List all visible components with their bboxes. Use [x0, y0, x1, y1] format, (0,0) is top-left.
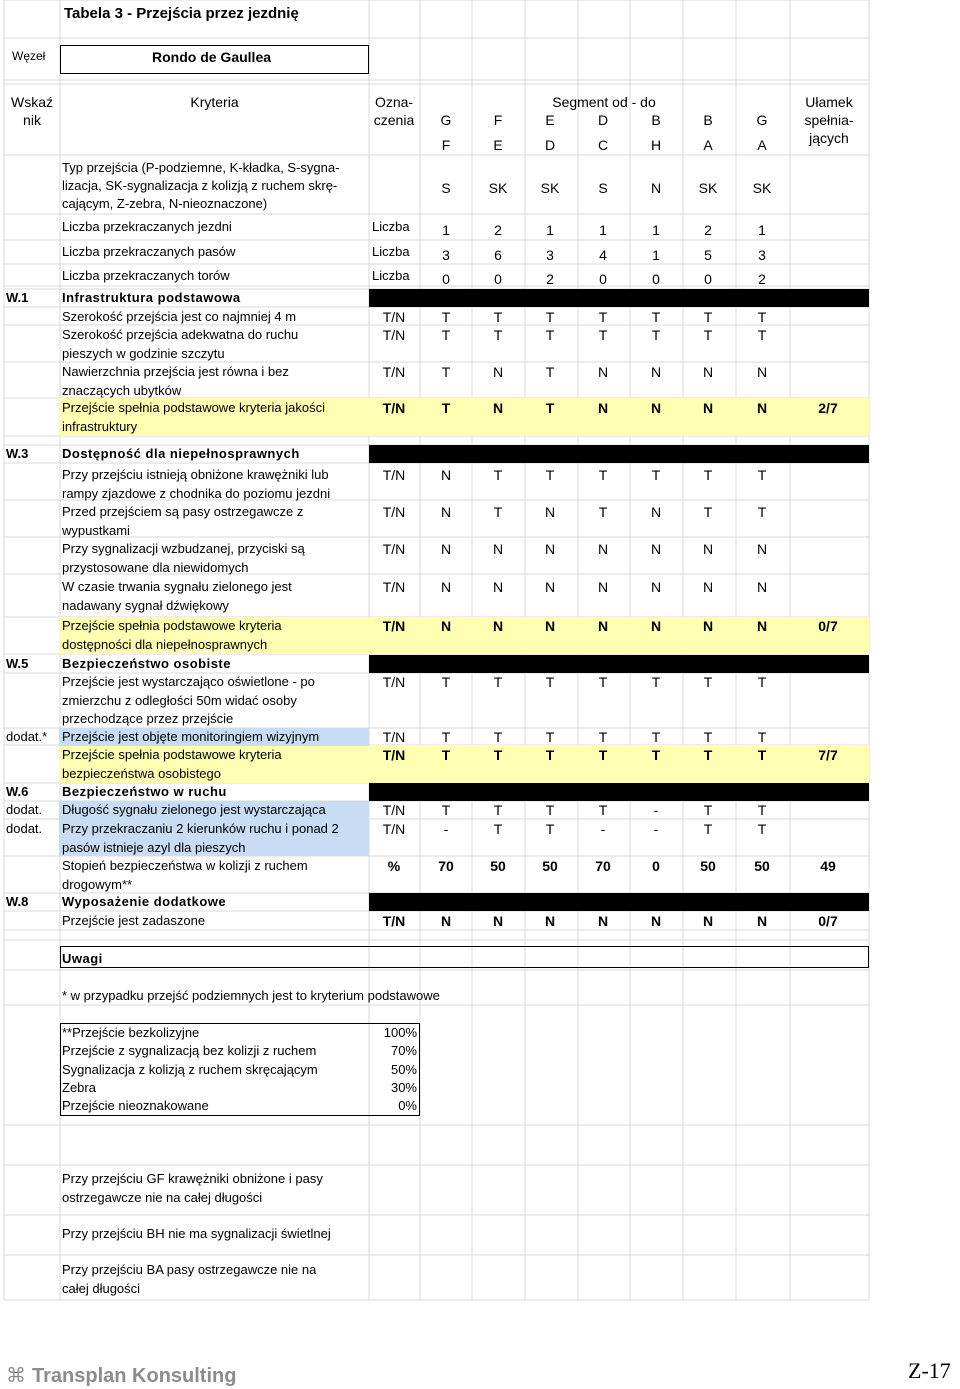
count-value-1-1: 6 — [494, 247, 502, 263]
row-value-w3_r3-3: N — [597, 541, 609, 557]
extra-note-2-0: Przy przejściu BA pasy ostrzegawcze nie na — [62, 1262, 317, 1277]
count-mark-2: Liczba — [372, 268, 410, 283]
row-label-w6_r3-1: drogowym** — [62, 876, 133, 892]
row-label-w3_sum-0: Przejście spełnia podstawowe kryteria — [62, 618, 282, 633]
row-value-w3_r1-1: T — [493, 467, 503, 483]
row-mark-w3_r2: T/N — [382, 504, 406, 520]
row-value-w8_r1-6: N — [756, 913, 768, 929]
segment-to-1: E — [493, 137, 503, 153]
segment-from-4: B — [651, 112, 661, 128]
row-value-w1_sum-4: N — [650, 400, 662, 416]
row-value-w6_r3-3: 70 — [595, 858, 611, 874]
row-value-w1_r3-4: N — [650, 364, 662, 380]
row-value-w6_r1-2: T — [545, 802, 555, 818]
row-value-w6_r1-6: T — [757, 802, 767, 818]
extra-note-0-0: Przy przejściu GF krawężniki obniżone i pasy — [62, 1171, 323, 1186]
row-value-w1_r2-5: T — [703, 327, 713, 343]
row-value-w3_r3-4: N — [650, 541, 662, 557]
row-value-w1_r1-1: T — [493, 309, 503, 325]
row-value-w5_sum-2: T — [545, 747, 555, 763]
col-segment: Segment od - do — [552, 94, 656, 110]
row-label-w3_r3-1: przystosowane dla niewidomych — [62, 559, 249, 575]
row-label-w1_sum-0: Przejście spełnia podstawowe kryteria jakości — [62, 400, 326, 415]
row-value-w1_r3-0: T — [441, 364, 451, 380]
segment-from-0: G — [440, 112, 452, 128]
section-code-w1: W.1 — [6, 290, 29, 305]
row-value-w8_r1-5: N — [702, 913, 714, 929]
count-value-2-0: 0 — [442, 271, 450, 287]
row-value-w6_r2-2: T — [545, 821, 555, 837]
count-value-2-6: 2 — [758, 271, 766, 287]
row-value-w1_sum-2: T — [545, 400, 555, 416]
row-label-w6_r1-0: Długość sygnału zielonego jest wystarczająca — [62, 802, 326, 817]
company-name: Transplan Konsulting — [32, 1365, 237, 1387]
row-value-w6_r3-1: 50 — [490, 858, 506, 874]
row-value-w3_sum-1: N — [492, 618, 504, 634]
row-value-w3_sum-3: N — [597, 618, 609, 634]
row-value-w3_r1-0: N — [440, 467, 452, 483]
weight-label-4: Przejście nieoznakowane — [62, 1098, 209, 1114]
row-value-w1_r3-1: N — [492, 364, 504, 380]
row-value-w6_r3-5: 50 — [700, 858, 716, 874]
notes-title: Uwagi — [62, 951, 103, 966]
segment-to-3: C — [597, 137, 609, 153]
row-value-w3_r4-0: N — [440, 579, 452, 595]
row-value-w3_r1-3: T — [598, 467, 608, 483]
row-value-w3_r1-6: T — [757, 467, 767, 483]
segment-to-4: H — [650, 137, 662, 153]
row-value-w1_r1-5: T — [703, 309, 713, 325]
row-mark-w8_r1: T/N — [382, 913, 406, 929]
row-label-w3_r4-0: W czasie trwania sygnału zielonego jest — [62, 579, 292, 594]
row-value-w1_r2-4: T — [651, 327, 661, 343]
col-criteria: Kryteria — [190, 94, 239, 110]
row-label-w3_r2-1: wypustkami — [62, 522, 130, 538]
row-value-w6_r2-0: - — [443, 821, 449, 837]
row-value-w3_r4-5: N — [702, 579, 714, 595]
count-value-2-5: 0 — [704, 271, 712, 287]
row-value-w3_r3-0: N — [440, 541, 452, 557]
segment-to-0: F — [441, 137, 451, 153]
row-value-w1_r2-1: T — [493, 327, 503, 343]
row-value-w3_r1-5: T — [703, 467, 713, 483]
row-value-w5_r1-3: T — [598, 674, 608, 690]
section-code-w6: W.6 — [6, 784, 29, 799]
row-label-w5_sum-1: bezpieczeństwa osobistego — [62, 765, 221, 781]
row-value-w3_r1-4: T — [651, 467, 661, 483]
extra-note-0-1: ostrzegawcze nie na całej długości — [62, 1190, 263, 1205]
weight-label-2: Sygnalizacja z kolizją z ruchem skręcającym — [62, 1061, 318, 1077]
segment-to-2: D — [544, 137, 556, 153]
row-mark-w1_r1: T/N — [382, 309, 406, 325]
row-value-w5_r1-6: T — [757, 674, 767, 690]
col-indicator-2: nik — [23, 112, 41, 128]
segment-from-6: G — [756, 112, 768, 128]
row-fraction-w1_sum: 2/7 — [818, 400, 838, 416]
row-value-w3_sum-5: N — [702, 618, 714, 634]
row-value-w1_sum-1: N — [492, 400, 504, 416]
row-mark-w3_r4: T/N — [382, 579, 406, 595]
row-value-w5_r2-4: T — [651, 729, 661, 745]
count-value-0-6: 1 — [758, 222, 766, 238]
row-value-w3_sum-2: N — [544, 618, 556, 634]
row-label-w3_r1-1: rampy zjazdowe z chodnika do poziomu jezdni — [62, 485, 331, 501]
logo-icon: ⌘ — [6, 1365, 26, 1387]
row-value-w5_sum-6: T — [757, 747, 767, 763]
page-title: Tabela 3 - Przejścia przez jezdnię — [64, 5, 299, 22]
row-value-w6_r2-3: - — [600, 821, 606, 837]
count-value-1-2: 3 — [546, 247, 554, 263]
section-bar-w8 — [369, 893, 869, 911]
row-value-w3_r4-2: N — [544, 579, 556, 595]
row-code-w6_r1: dodat. — [6, 802, 43, 817]
row-fraction-w6_r3: 49 — [820, 858, 836, 874]
row-fraction-w3_sum: 0/7 — [818, 618, 838, 634]
row-value-w3_r2-1: T — [493, 504, 503, 520]
row-label-w1_r3-1: znaczących ubytków — [62, 382, 182, 398]
row-value-w8_r1-1: N — [492, 913, 504, 929]
row-value-w6_r1-5: T — [703, 802, 713, 818]
count-mark-1: Liczba — [372, 244, 410, 259]
row-value-w5_r1-5: T — [703, 674, 713, 690]
weight-value-2: 50% — [390, 1061, 417, 1077]
row-mark-w3_sum: T/N — [382, 618, 406, 634]
row-value-w5_sum-1: T — [493, 747, 503, 763]
weight-label-3: Zebra — [62, 1079, 96, 1095]
row-label-w6_r3-0: Stopień bezpieczeństwa w kolizji z ruchem — [62, 858, 308, 873]
row-mark-w6_r2: T/N — [382, 821, 406, 837]
row-value-w3_r3-2: N — [544, 541, 556, 557]
type-value-6: SK — [752, 180, 772, 196]
section-bar-w3 — [369, 445, 869, 463]
segment-to-6: A — [757, 137, 767, 153]
extra-note-1-0: Przy przejściu BH nie ma sygnalizacji świetlnej — [62, 1226, 331, 1241]
type-value-0: S — [441, 180, 451, 196]
row-value-w6_r1-1: T — [493, 802, 503, 818]
row-value-w5_r1-0: T — [441, 674, 451, 690]
row-label-w5_r1-0: Przejście jest wystarczająco oświetlone - po — [62, 674, 315, 689]
count-value-1-0: 3 — [442, 247, 450, 263]
node-label: Węzeł — [12, 49, 46, 63]
row-mark-w5_sum: T/N — [382, 747, 406, 763]
row-value-w6_r2-5: T — [703, 821, 713, 837]
row-label-w5_sum-0: Przejście spełnia podstawowe kryteria — [62, 747, 282, 762]
weight-value-4: 0% — [398, 1098, 417, 1114]
count-value-1-5: 5 — [704, 247, 712, 263]
row-value-w1_r3-6: N — [756, 364, 768, 380]
row-value-w5_sum-0: T — [441, 747, 451, 763]
row-value-w5_r1-4: T — [651, 674, 661, 690]
segment-from-5: B — [703, 112, 713, 128]
row-value-w5_sum-3: T — [598, 747, 608, 763]
row-value-w3_r4-4: N — [650, 579, 662, 595]
row-value-w6_r1-4: - — [653, 802, 659, 818]
row-mark-w5_r1: T/N — [382, 674, 406, 690]
row-label-w3_r1-0: Przy przejściu istnieją obniżone krawężniki lub — [62, 467, 329, 482]
row-value-w3_r2-5: T — [703, 504, 713, 520]
count-label-0: Liczba przekraczanych jezdni — [62, 219, 232, 234]
section-title-w5: Bezpieczeństwo osobiste — [62, 656, 231, 671]
notes-title-box — [60, 946, 869, 968]
col-fraction-1: Ułamek — [805, 94, 853, 110]
col-indicator-1: Wskaź — [11, 94, 53, 110]
row-value-w3_r3-6: N — [756, 541, 768, 557]
count-value-2-1: 0 — [494, 271, 502, 287]
row-value-w8_r1-2: N — [544, 913, 556, 929]
row-label-w3_r4-1: nadawany sygnał dźwiękowy — [62, 597, 229, 613]
row-value-w6_r2-4: - — [653, 821, 659, 837]
row-label-w1_sum-1: infrastruktury — [62, 418, 138, 434]
row-label-w8_r1-0: Przejście jest zadaszone — [62, 913, 206, 928]
type-label-2: lizacja, SK-sygnalizacja z kolizją z ruchem skrę- — [62, 178, 338, 193]
section-bar-w6 — [369, 783, 869, 801]
type-label-1: Typ przejścia (P-podziemne, K-kładka, S-sygna- — [62, 160, 340, 175]
row-value-w6_r1-0: T — [441, 802, 451, 818]
col-marking-1: Ozna- — [374, 94, 414, 110]
row-mark-w6_r1: T/N — [382, 802, 406, 818]
row-value-w5_r2-0: T — [441, 729, 451, 745]
row-value-w3_r2-2: N — [544, 504, 556, 520]
row-value-w1_r2-2: T — [545, 327, 555, 343]
row-value-w5_r2-6: T — [757, 729, 767, 745]
row-value-w1_sum-3: N — [597, 400, 609, 416]
type-value-3: S — [598, 180, 608, 196]
segment-from-2: E — [545, 112, 555, 128]
row-value-w8_r1-4: N — [650, 913, 662, 929]
row-value-w3_r2-0: N — [440, 504, 452, 520]
row-label-w1_r1-0: Szerokość przejścia jest co najmniej 4 m — [62, 309, 297, 324]
col-fraction-3: jących — [809, 130, 849, 146]
page-number: Z-17 — [908, 1358, 951, 1383]
count-value-0-2: 1 — [546, 222, 554, 238]
row-value-w1_sum-6: N — [756, 400, 768, 416]
count-value-0-0: 1 — [442, 222, 450, 238]
row-value-w1_r1-6: T — [757, 309, 767, 325]
row-value-w1_r2-0: T — [441, 327, 451, 343]
segment-from-1: F — [493, 112, 503, 128]
row-value-w5_r1-2: T — [545, 674, 555, 690]
notes-note1: * w przypadku przejść podziemnych jest to kryterium podstawowe — [62, 988, 440, 1003]
row-mark-w3_r3: T/N — [382, 541, 406, 557]
row-value-w1_r3-3: N — [597, 364, 609, 380]
section-title-w3: Dostępność dla niepełnosprawnych — [62, 446, 300, 461]
weight-value-1: 70% — [390, 1043, 417, 1059]
row-value-w1_sum-5: N — [702, 400, 714, 416]
row-value-w3_r2-4: N — [650, 504, 662, 520]
row-value-w1_r1-4: T — [651, 309, 661, 325]
row-label-w5_r1-2: przechodzące przez przejście — [62, 711, 234, 726]
count-label-1: Liczba przekraczanych pasów — [62, 244, 236, 259]
row-label-w1_r3-0: Nawierzchnia przejścia jest równa i bez — [62, 364, 289, 379]
row-fraction-w8_r1: 0/7 — [818, 913, 838, 929]
node-value: Rondo de Gaullea — [152, 49, 272, 65]
row-label-w3_r3-0: Przy sygnalizacji wzbudzanej, przyciski są — [62, 541, 305, 556]
row-value-w6_r2-1: T — [493, 821, 503, 837]
row-value-w1_sum-0: T — [441, 400, 451, 416]
count-label-2: Liczba przekraczanych torów — [62, 268, 230, 283]
row-value-w1_r1-0: T — [441, 309, 451, 325]
row-value-w6_r3-4: 0 — [652, 858, 660, 874]
row-value-w1_r1-2: T — [545, 309, 555, 325]
col-fraction-2: spełnia- — [804, 112, 854, 128]
count-value-2-3: 0 — [599, 271, 607, 287]
type-value-4: N — [650, 180, 662, 196]
row-value-w3_r1-2: T — [545, 467, 555, 483]
segment-from-3: D — [597, 112, 609, 128]
count-value-2-4: 0 — [652, 271, 660, 287]
section-code-w5: W.5 — [6, 656, 29, 671]
row-mark-w6_r3: % — [387, 858, 401, 874]
row-label-w3_r2-0: Przed przejściem są pasy ostrzegawcze z — [62, 504, 304, 519]
count-value-0-3: 1 — [599, 222, 607, 238]
row-value-w3_r4-1: N — [492, 579, 504, 595]
row-code-w5_r2: dodat.* — [6, 729, 48, 744]
type-value-5: SK — [698, 180, 718, 196]
row-value-w1_r3-5: N — [702, 364, 714, 380]
row-value-w1_r2-6: T — [757, 327, 767, 343]
row-mark-w1_r2: T/N — [382, 327, 406, 343]
segment-to-5: A — [703, 137, 713, 153]
row-value-w6_r1-3: T — [598, 802, 608, 818]
type-value-2: SK — [540, 180, 560, 196]
row-label-w3_sum-1: dostępności dla niepełnosprawnych — [62, 636, 268, 652]
row-label-w5_r1-1: zmierzchu z odległości 50m widać osoby — [62, 692, 297, 708]
row-value-w8_r1-0: N — [440, 913, 452, 929]
count-value-1-6: 3 — [758, 247, 766, 263]
section-bar-w5 — [369, 655, 869, 673]
row-value-w5_r2-1: T — [493, 729, 503, 745]
row-value-w6_r3-2: 50 — [542, 858, 558, 874]
row-value-w5_r2-3: T — [598, 729, 608, 745]
row-value-w3_sum-6: N — [756, 618, 768, 634]
row-label-w6_r2-1: pasów istnieje azyl dla pieszych — [62, 839, 246, 855]
row-label-w6_r2-0: Przy przekraczaniu 2 kierunków ruchu i ponad 2 — [62, 821, 339, 836]
count-value-0-5: 2 — [704, 222, 712, 238]
count-value-1-4: 1 — [652, 247, 660, 263]
count-value-2-2: 2 — [546, 271, 554, 287]
row-value-w1_r2-3: T — [598, 327, 608, 343]
row-value-w6_r3-0: 70 — [438, 858, 454, 874]
row-value-w3_sum-0: N — [440, 618, 452, 634]
count-value-0-1: 2 — [494, 222, 502, 238]
row-label-w1_r2-1: pieszych w godzinie szczytu — [62, 345, 225, 361]
section-title-w8: Wyposażenie dodatkowe — [62, 894, 227, 909]
count-mark-0: Liczba — [372, 219, 410, 234]
row-value-w5_sum-4: T — [651, 747, 661, 763]
weight-value-3: 30% — [390, 1079, 417, 1095]
row-value-w1_r1-3: T — [598, 309, 608, 325]
row-value-w5_r2-2: T — [545, 729, 555, 745]
row-value-w3_r2-3: T — [598, 504, 608, 520]
section-code-w3: W.3 — [6, 446, 29, 461]
section-title-w1: Infrastruktura podstawowa — [62, 290, 241, 305]
row-value-w3_r2-6: T — [757, 504, 767, 520]
weight-value-0: 100% — [383, 1025, 417, 1040]
row-code-w6_r2: dodat. — [6, 821, 43, 836]
section-code-w8: W.8 — [6, 894, 29, 909]
type-label-3: cającym, Z-zebra, N-nieoznaczone) — [62, 196, 268, 211]
row-label-w1_r2-0: Szerokość przejścia adekwatna do ruchu — [62, 327, 299, 342]
row-fraction-w5_sum: 7/7 — [818, 747, 838, 763]
count-value-1-3: 4 — [599, 247, 607, 263]
col-marking-2: czenia — [373, 112, 415, 128]
row-label-w5_r2-0: Przejście jest objęte monitoringiem wizyjnym — [62, 729, 320, 744]
section-title-w6: Bezpieczeństwo w ruchu — [62, 784, 227, 799]
row-value-w6_r2-6: T — [757, 821, 767, 837]
row-value-w3_r4-3: N — [597, 579, 609, 595]
row-value-w5_r2-5: T — [703, 729, 713, 745]
row-mark-w3_r1: T/N — [382, 467, 406, 483]
extra-note-2-1: całej długości — [62, 1281, 141, 1296]
row-value-w3_r3-1: N — [492, 541, 504, 557]
row-mark-w1_sum: T/N — [382, 400, 406, 416]
type-value-1: SK — [488, 180, 508, 196]
weight-label-0: **Przejście bezkolizyjne — [62, 1025, 200, 1040]
row-mark-w5_r2: T/N — [382, 729, 406, 745]
row-value-w3_r3-5: N — [702, 541, 714, 557]
row-value-w6_r3-6: 50 — [754, 858, 770, 874]
row-value-w1_r3-2: T — [545, 364, 555, 380]
count-value-0-4: 1 — [652, 222, 660, 238]
row-value-w3_r4-6: N — [756, 579, 768, 595]
weight-label-1: Przejście z sygnalizacją bez kolizji z ruchem — [62, 1043, 317, 1059]
row-value-w3_sum-4: N — [650, 618, 662, 634]
section-bar-w1 — [369, 289, 869, 307]
row-mark-w1_r3: T/N — [382, 364, 406, 380]
row-value-w5_r1-1: T — [493, 674, 503, 690]
row-value-w5_sum-5: T — [703, 747, 713, 763]
row-value-w8_r1-3: N — [597, 913, 609, 929]
